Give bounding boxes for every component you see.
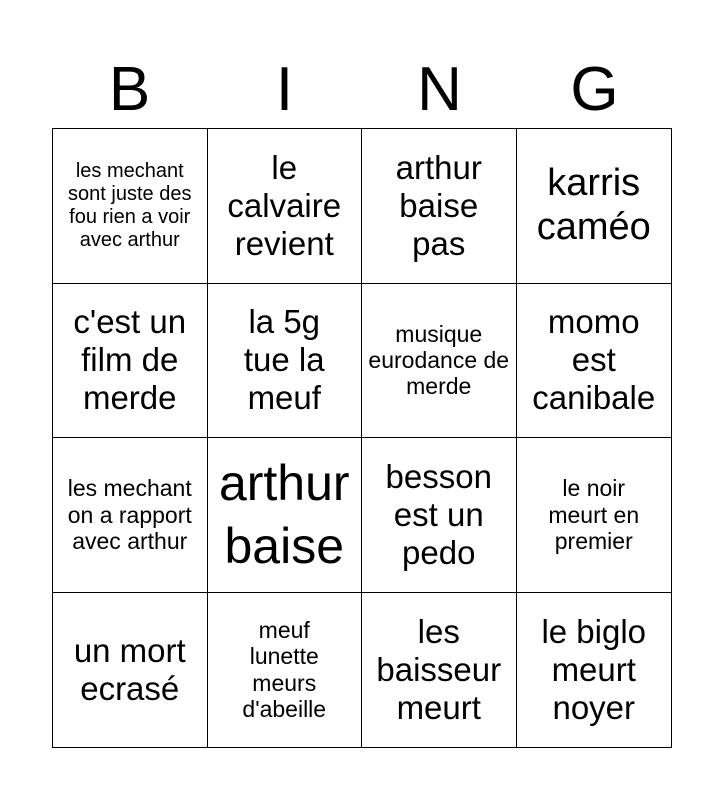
bingo-cell[interactable] [208,593,363,748]
cell-text: c'est un film de merde [73,303,187,417]
cell-text: un mort ecrasé [73,631,186,707]
cell-text: meuf lunette meurs d'abeille [242,616,327,723]
cell-text: les baisseur meurt [376,612,502,726]
cell-text: karris caméo [536,162,651,248]
bingo-board [52,128,672,748]
header-letter-g: G [570,55,619,124]
bingo-cell[interactable] [362,593,517,748]
header-letter-n: N [417,55,462,124]
cell-text: le calvaire revient [227,148,342,262]
cell-text: musique eurodance de merde [368,320,510,400]
cell-text: le noir meurt en premier [548,475,640,554]
bingo-cell[interactable] [53,284,208,439]
bingo-cell[interactable] [53,129,208,284]
cell-text: les mechant on a rapport avec arthur [67,475,192,554]
cell-text: arthur baise [218,455,350,574]
cell-text: besson est un pedo [385,457,492,571]
cell-text: la 5g tue la meuf [243,303,325,417]
bingo-cell[interactable] [517,284,672,439]
bingo-cell[interactable] [208,438,363,593]
bingo-cell[interactable] [362,129,517,284]
cell-text: arthur baise pas [395,148,482,262]
bingo-cell[interactable] [53,438,208,593]
bingo-cell[interactable] [208,129,363,284]
cell-text: les mechant sont juste des fou rien a voir avec arthur [68,159,192,251]
bingo-cell[interactable] [362,438,517,593]
bingo-cell[interactable] [53,593,208,748]
bingo-cell[interactable] [517,438,672,593]
bingo-cell[interactable] [517,129,672,284]
bingo-cell[interactable] [362,284,517,439]
bingo-cell[interactable] [517,593,672,748]
cell-text: le biglo meurt noyer [541,612,647,726]
header-letter-i: I [275,55,294,124]
cell-text: momo est canibale [532,303,656,417]
bingo-header [52,52,672,128]
header-letter-b: B [108,55,151,124]
bingo-cell[interactable] [208,284,363,439]
